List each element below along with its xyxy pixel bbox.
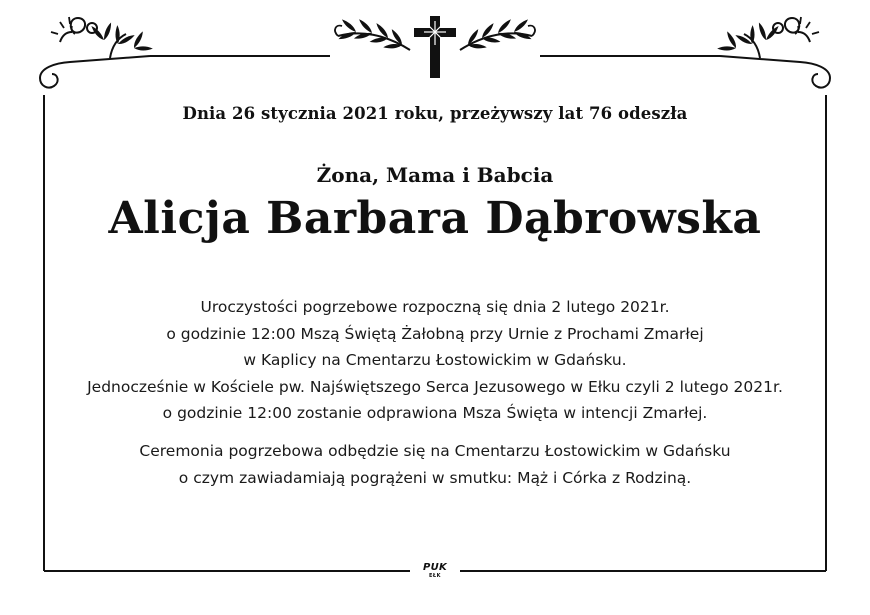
cross-icon (414, 16, 456, 78)
funeral-details (0, 294, 870, 427)
floral-scroll-icon (717, 17, 830, 88)
logo-line-1: PUK (422, 562, 448, 573)
ceremony-details-line: o czym zawiadamiają pogrążeni w smutku: Mąż i Córka z Rodziną. (178, 468, 692, 487)
death-announcement: Dnia 26 stycznia 2021 roku, przeżywszy lat 76 odeszła (182, 104, 688, 123)
funeral-details-line: o godzinie 12:00 zostanie odprawiona Msza Święta w intencji Zmarłej. (162, 404, 708, 422)
laurel-branch-icon (335, 19, 410, 54)
funeral-details-line: Uroczystości pogrzebowe rozpoczną się dnia 2 lutego 2021r. (200, 298, 670, 316)
ceremony-details (0, 438, 870, 491)
floral-scroll-icon (40, 17, 153, 88)
logo-line-2: EŁK (428, 573, 441, 579)
puk-elk-logo (415, 563, 455, 579)
funeral-details-line: Jednocześnie w Kościele pw. Najświętszego Serca Jezusowego w Ełku czyli 2 lutego 2021r. (87, 377, 783, 396)
family-relation: Żona, Mama i Babcia (316, 163, 554, 187)
funeral-details-line: o godzinie 12:00 Mszą Świętą Żałobną przy Urnie z Prochami Zmarłej (166, 324, 704, 343)
deceased-name: Alicja Barbara Dąbrowska (108, 193, 762, 244)
ceremony-details-line: Ceremonia pogrzebowa odbędzie się na Cmentarzu Łostowickim w Gdańsku (139, 442, 731, 460)
funeral-details-line: w Kaplicy na Cmentarzu Łostowickim w Gdańsku. (243, 351, 627, 369)
laurel-branch-icon (460, 19, 535, 54)
